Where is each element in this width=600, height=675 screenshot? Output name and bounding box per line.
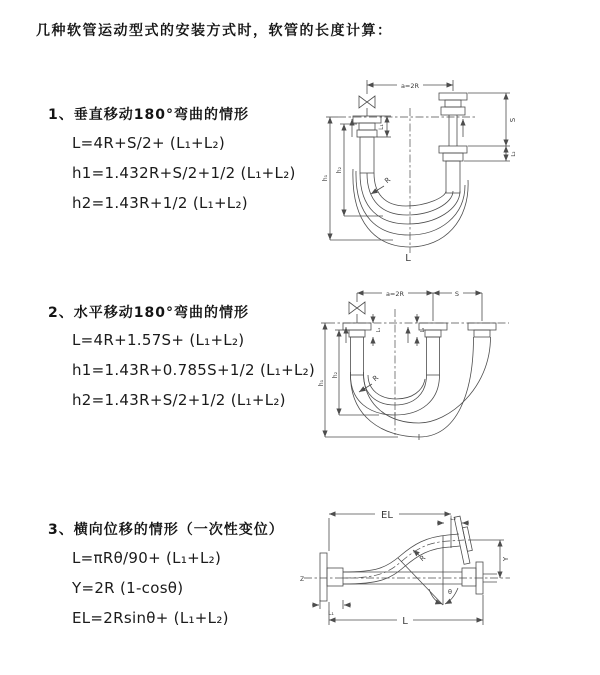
dim-length	[329, 595, 483, 627]
radius-label: R	[418, 553, 428, 564]
stroke-label: S	[454, 290, 460, 298]
u-bend-arcs	[353, 169, 468, 247]
fixed-end-flange	[320, 553, 343, 601]
valve-icon	[359, 96, 375, 116]
span-label: a=2R	[400, 82, 420, 90]
section2-formula-L: L=4R+1.57S+ (L₁+L₂)	[72, 331, 245, 349]
dim-l2	[417, 314, 426, 346]
l1-label: L₁	[376, 327, 382, 333]
moving-end-flange	[439, 93, 467, 193]
section1-heading: 1、垂直移动180°弯曲的情形	[48, 107, 249, 123]
length-label: L	[402, 616, 408, 627]
s-curve-hose-displaced	[343, 534, 464, 584]
l2-label: L₂	[450, 515, 456, 522]
dim-el	[329, 507, 451, 551]
el-label: EL	[381, 510, 393, 521]
h1-label: h₁	[322, 174, 329, 182]
section2-formula-h2: h2=1.43R+S/2+1/2 (L₁+L₂)	[72, 391, 286, 409]
section1-formula-h1: h1=1.432R+S/2+1/2 (L₁+L₂)	[72, 164, 296, 182]
h1-label: h₁	[318, 379, 325, 387]
section2-formula-h1: h1=1.43R+0.785S+1/2 (L₁+L₂)	[72, 361, 316, 379]
fixed-end-flange	[353, 116, 381, 173]
hose-braid	[427, 337, 440, 375]
hose-braid	[360, 137, 374, 173]
center-lines	[327, 309, 509, 435]
dim-y	[468, 540, 510, 578]
theta-angle-construction	[398, 536, 458, 605]
horizontal-180-bend-diagram	[313, 283, 548, 468]
h2-label: h₂	[336, 166, 343, 174]
dim-l2	[437, 515, 469, 523]
dim-l1	[377, 116, 391, 137]
section3-formula-EL: EL=2Rsinθ+ (L₁+L₂)	[72, 609, 229, 627]
section3-formula-Y: Y=2R (1-cosθ)	[72, 579, 184, 597]
radius-callout	[413, 550, 427, 563]
u-bend-arcs	[350, 337, 490, 440]
radius-label: R	[383, 175, 393, 186]
hose-braid	[446, 161, 460, 193]
hose-braid	[351, 337, 364, 375]
dim-l1	[312, 600, 351, 617]
section1-formula-L: L=4R+S/2+ (L₁+L₂)	[72, 134, 226, 152]
section3-formula-L: L=πRθ/90+ (L₁+L₂)	[72, 549, 222, 567]
dim-l2	[464, 146, 517, 161]
page-title: 几种软管运动型式的安装方式时，软管的长度计算：	[36, 23, 393, 39]
vertical-180-bend-diagram	[313, 70, 548, 265]
y-label: Y	[502, 556, 510, 562]
h2-label: h₂	[332, 371, 339, 379]
dim-span-2r	[357, 287, 482, 321]
span-label: a=2R	[385, 290, 405, 298]
theta-label: θ	[448, 588, 452, 596]
dim-stroke-s	[468, 93, 517, 146]
dim-span-2r	[367, 79, 453, 94]
l2-label: L₂	[420, 327, 426, 333]
movement-arrows	[352, 119, 463, 137]
l2-label: L₂	[511, 151, 517, 157]
length-label: L	[405, 253, 411, 264]
fixed-end-flange	[343, 323, 371, 375]
dim-h1	[318, 323, 398, 437]
radius-label: R	[371, 373, 381, 384]
stroke-label: S	[509, 117, 517, 123]
section1-formula-h2: h2=1.43R+1/2 (L₁+L₂)	[72, 194, 248, 212]
dim-l1	[373, 314, 382, 346]
moving-end-flange-displaced	[468, 323, 496, 337]
section2-heading: 2、水平移动180°弯曲的情形	[48, 305, 249, 321]
lateral-displacement-diagram	[298, 492, 600, 662]
section3-heading: 3、横向位移的情形（一次性变位）	[48, 522, 284, 538]
valve-icon	[349, 302, 365, 323]
l1-label: L₁	[328, 610, 334, 617]
z-mark-label: Z	[300, 576, 305, 583]
l1-label: L₁	[378, 124, 385, 130]
